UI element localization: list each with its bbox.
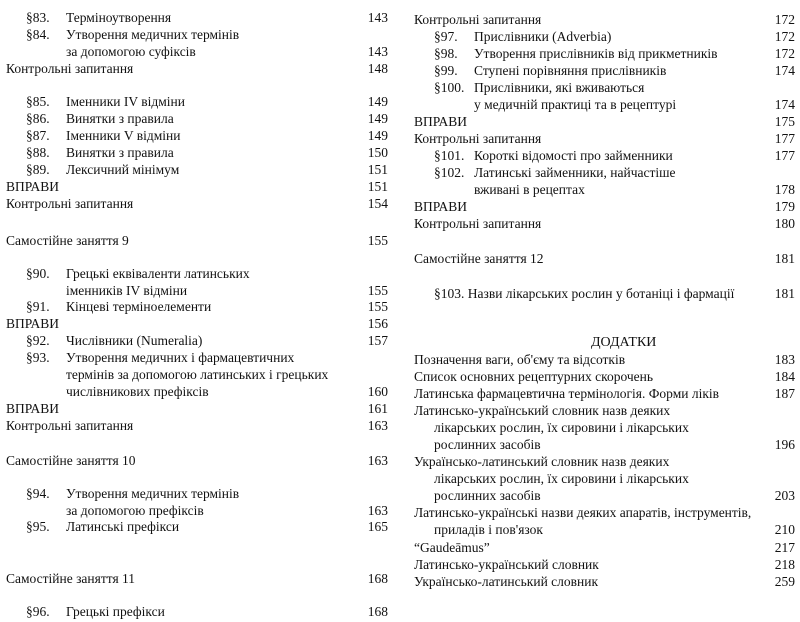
- toc-page-number: 175: [774, 114, 795, 129]
- toc-page-number: 154: [367, 196, 388, 211]
- toc-page-number: 156: [367, 316, 388, 331]
- toc-section-number: §93.: [26, 350, 50, 365]
- toc-page-number: 143: [367, 10, 388, 25]
- toc-page-number: 163: [367, 418, 388, 433]
- toc-page-number: 187: [774, 386, 795, 401]
- toc-entry-title: за допомогою суфіксів: [66, 44, 196, 59]
- toc-page-number: 174: [774, 97, 795, 112]
- toc-section-number: §99.: [434, 63, 458, 78]
- toc-entry-title: числівникових префіксів: [66, 384, 209, 399]
- toc-entry-title: Утворення медичних термінів: [66, 27, 240, 42]
- toc-page-number: 203: [774, 488, 795, 503]
- toc-section-number: §86.: [26, 111, 50, 126]
- toc-entry-title: Латинсько-український словник: [414, 557, 599, 572]
- toc-entry-title: рослинних засобів: [434, 488, 541, 503]
- toc-section-number: §91.: [26, 299, 50, 314]
- toc-entry-title: Латинські займенники, найчастіше: [474, 165, 676, 180]
- toc-entry-title: Контрольні запитання: [6, 196, 134, 211]
- toc-page-number: 210: [774, 522, 795, 537]
- toc-page-number: 174: [774, 63, 795, 78]
- toc-page-number: 149: [367, 111, 388, 126]
- toc-entry-title: “Gaudeāmus”: [414, 540, 490, 555]
- toc-entry-title: Іменники V відміни: [66, 128, 181, 143]
- toc-entry-title: Позначення ваги, об'єму та відсотків: [414, 352, 626, 367]
- toc-entry-title: ВПРАВИ: [6, 401, 60, 416]
- toc-section-number: §87.: [26, 128, 50, 143]
- toc-entry-title: Латинські префікси: [66, 519, 180, 534]
- toc-page-number: 196: [774, 437, 795, 452]
- toc-page-number: 148: [367, 61, 388, 76]
- toc-page-number: 149: [367, 94, 388, 109]
- toc-entry-title: Числівники (Numeralia): [66, 333, 203, 348]
- toc-entry-title: Контрольні запитання: [6, 418, 134, 433]
- appendix-heading: ДОДАТКИ: [591, 335, 657, 350]
- toc-entry-title: Контрольні запитання: [414, 216, 542, 231]
- toc-entry-title: Ступені порівняння прислівників: [474, 63, 667, 78]
- toc-entry-title: іменників IV відміни: [66, 283, 188, 298]
- toc-section-number: §90.: [26, 266, 50, 281]
- toc-entry-title: Кінцеві терміноелементи: [66, 299, 212, 314]
- toc-entry-title: Латинсько-український словник назв деяких: [414, 403, 671, 418]
- toc-entry-title: Терміноутворення: [66, 10, 172, 25]
- toc-entry-title: Прислівники (Adverbia): [474, 29, 612, 44]
- toc-page-number: 160: [367, 384, 388, 399]
- toc-entry-title: приладів і пов'язок: [434, 522, 543, 537]
- toc-page-number: 143: [367, 44, 388, 59]
- toc-entry-title: Короткі відомості про займенники: [474, 148, 673, 163]
- toc-entry-title: Утворення медичних і фармацевтичних: [66, 350, 295, 365]
- toc-section-number: §100.: [434, 80, 465, 95]
- toc-entry-title: Латинсько-українські назви деяких апаратів, інструментів,: [414, 505, 752, 520]
- toc-page-number: 181: [774, 286, 795, 301]
- toc-page-number: 259: [774, 574, 795, 589]
- toc-page-number: 163: [367, 503, 388, 518]
- toc-section-number: §101.: [434, 148, 465, 163]
- toc-entry-title: Самостійне заняття 9: [6, 233, 129, 248]
- toc-page-number: 181: [774, 251, 795, 266]
- toc-entry-title: Самостійне заняття 10: [6, 453, 136, 468]
- toc-section-number: §89.: [26, 162, 50, 177]
- toc-entry-title: Контрольні запитання: [6, 61, 134, 76]
- toc-entry-title: Винятки з правила: [66, 145, 174, 160]
- toc-page-number: 172: [774, 46, 795, 61]
- toc-entry-title: Контрольні запитання: [414, 12, 542, 27]
- toc-page-number: 178: [774, 182, 795, 197]
- toc-page-number: 218: [774, 557, 795, 572]
- toc-entry-title: Прислівники, які вживаються: [474, 80, 645, 95]
- toc-section-number: §94.: [26, 486, 50, 501]
- toc-section-number: §98.: [434, 46, 458, 61]
- toc-entry-title: Лексичний мінімум: [66, 162, 180, 177]
- toc-entry-title: Іменники IV відміни: [66, 94, 185, 109]
- toc-page-number: 155: [367, 299, 388, 314]
- toc-page-number: 165: [367, 519, 388, 534]
- toc-entry-title: рослинних засобів: [434, 437, 541, 452]
- toc-entry-title: лікарських рослин, їх сировини і лікарських: [434, 471, 689, 486]
- toc-page-number: 157: [367, 333, 388, 348]
- toc-page-number: 161: [367, 401, 388, 416]
- toc-entry-title: Грецькі еквіваленти латинських: [66, 266, 250, 281]
- toc-entry-title: ВПРАВИ: [6, 316, 60, 331]
- toc-entry-title: у медичній практиці та в рецептурі: [474, 97, 677, 112]
- toc-page-number: 155: [367, 283, 388, 298]
- toc-section-number: §96.: [26, 604, 50, 619]
- toc-page-number: 177: [774, 131, 795, 146]
- toc-section-number: §95.: [26, 519, 50, 534]
- toc-section-number: §88.: [26, 145, 50, 160]
- toc-page-number: 151: [367, 179, 388, 194]
- toc-page-number: 180: [774, 216, 795, 231]
- toc-page-number: 149: [367, 128, 388, 143]
- toc-section-number: §85.: [26, 94, 50, 109]
- toc-entry-title: Латинська фармацевтична термінологія. Форми ліків: [414, 386, 720, 401]
- toc-entry-title: термінів за допомогою латинських і грецьких: [66, 367, 329, 382]
- toc-page-number: 172: [774, 29, 795, 44]
- toc-page-number: 184: [774, 369, 795, 384]
- toc-section-number: §84.: [26, 27, 50, 42]
- toc-page-number: 150: [367, 145, 388, 160]
- toc-entry-title: за допомогою префіксів: [66, 503, 204, 518]
- toc-entry-title: Українсько-латинський словник назв деяких: [414, 454, 670, 469]
- toc-page-number: 163: [367, 453, 388, 468]
- toc-entry-title: Самостійне заняття 11: [6, 571, 136, 586]
- toc-entry-title: ВПРАВИ: [414, 114, 468, 129]
- toc-page-number: 172: [774, 12, 795, 27]
- toc-page-number: 168: [367, 571, 388, 586]
- toc-entry-title: ВПРАВИ: [414, 199, 468, 214]
- toc-section-number: §102.: [434, 165, 465, 180]
- toc-page-number: 179: [774, 199, 795, 214]
- toc-entry-title: Контрольні запитання: [414, 131, 542, 146]
- toc-entry-title: Список основних рецептурних скорочень: [414, 369, 654, 384]
- toc-entry-title: Утворення медичних термінів: [66, 486, 240, 501]
- toc-entry-title: Самостійне заняття 12: [414, 251, 544, 266]
- toc-entry-title: §103. Назви лікарських рослин у ботаніці і фармації: [434, 286, 735, 301]
- toc-entry-title: вживані в рецептах: [474, 182, 585, 197]
- toc-page-number: 183: [774, 352, 795, 367]
- toc-page-number: 168: [367, 604, 388, 619]
- toc-page-number: 217: [774, 540, 795, 555]
- toc-section-number: §83.: [26, 10, 50, 25]
- toc-entry-title: Українсько-латинський словник: [414, 574, 599, 589]
- toc-entry-title: Утворення прислівників від прикметників: [474, 46, 718, 61]
- toc-page-number: 151: [367, 162, 388, 177]
- toc-section-number: §97.: [434, 29, 458, 44]
- toc-entry-title: Винятки з правила: [66, 111, 174, 126]
- toc-entry-title: лікарських рослин, їх сировини і лікарських: [434, 420, 689, 435]
- toc-page-number: 177: [774, 148, 795, 163]
- toc-section-number: §92.: [26, 333, 50, 348]
- toc-page-number: 155: [367, 233, 388, 248]
- toc-entry-title: ВПРАВИ: [6, 179, 60, 194]
- toc-entry-title: Грецькі префікси: [66, 604, 165, 619]
